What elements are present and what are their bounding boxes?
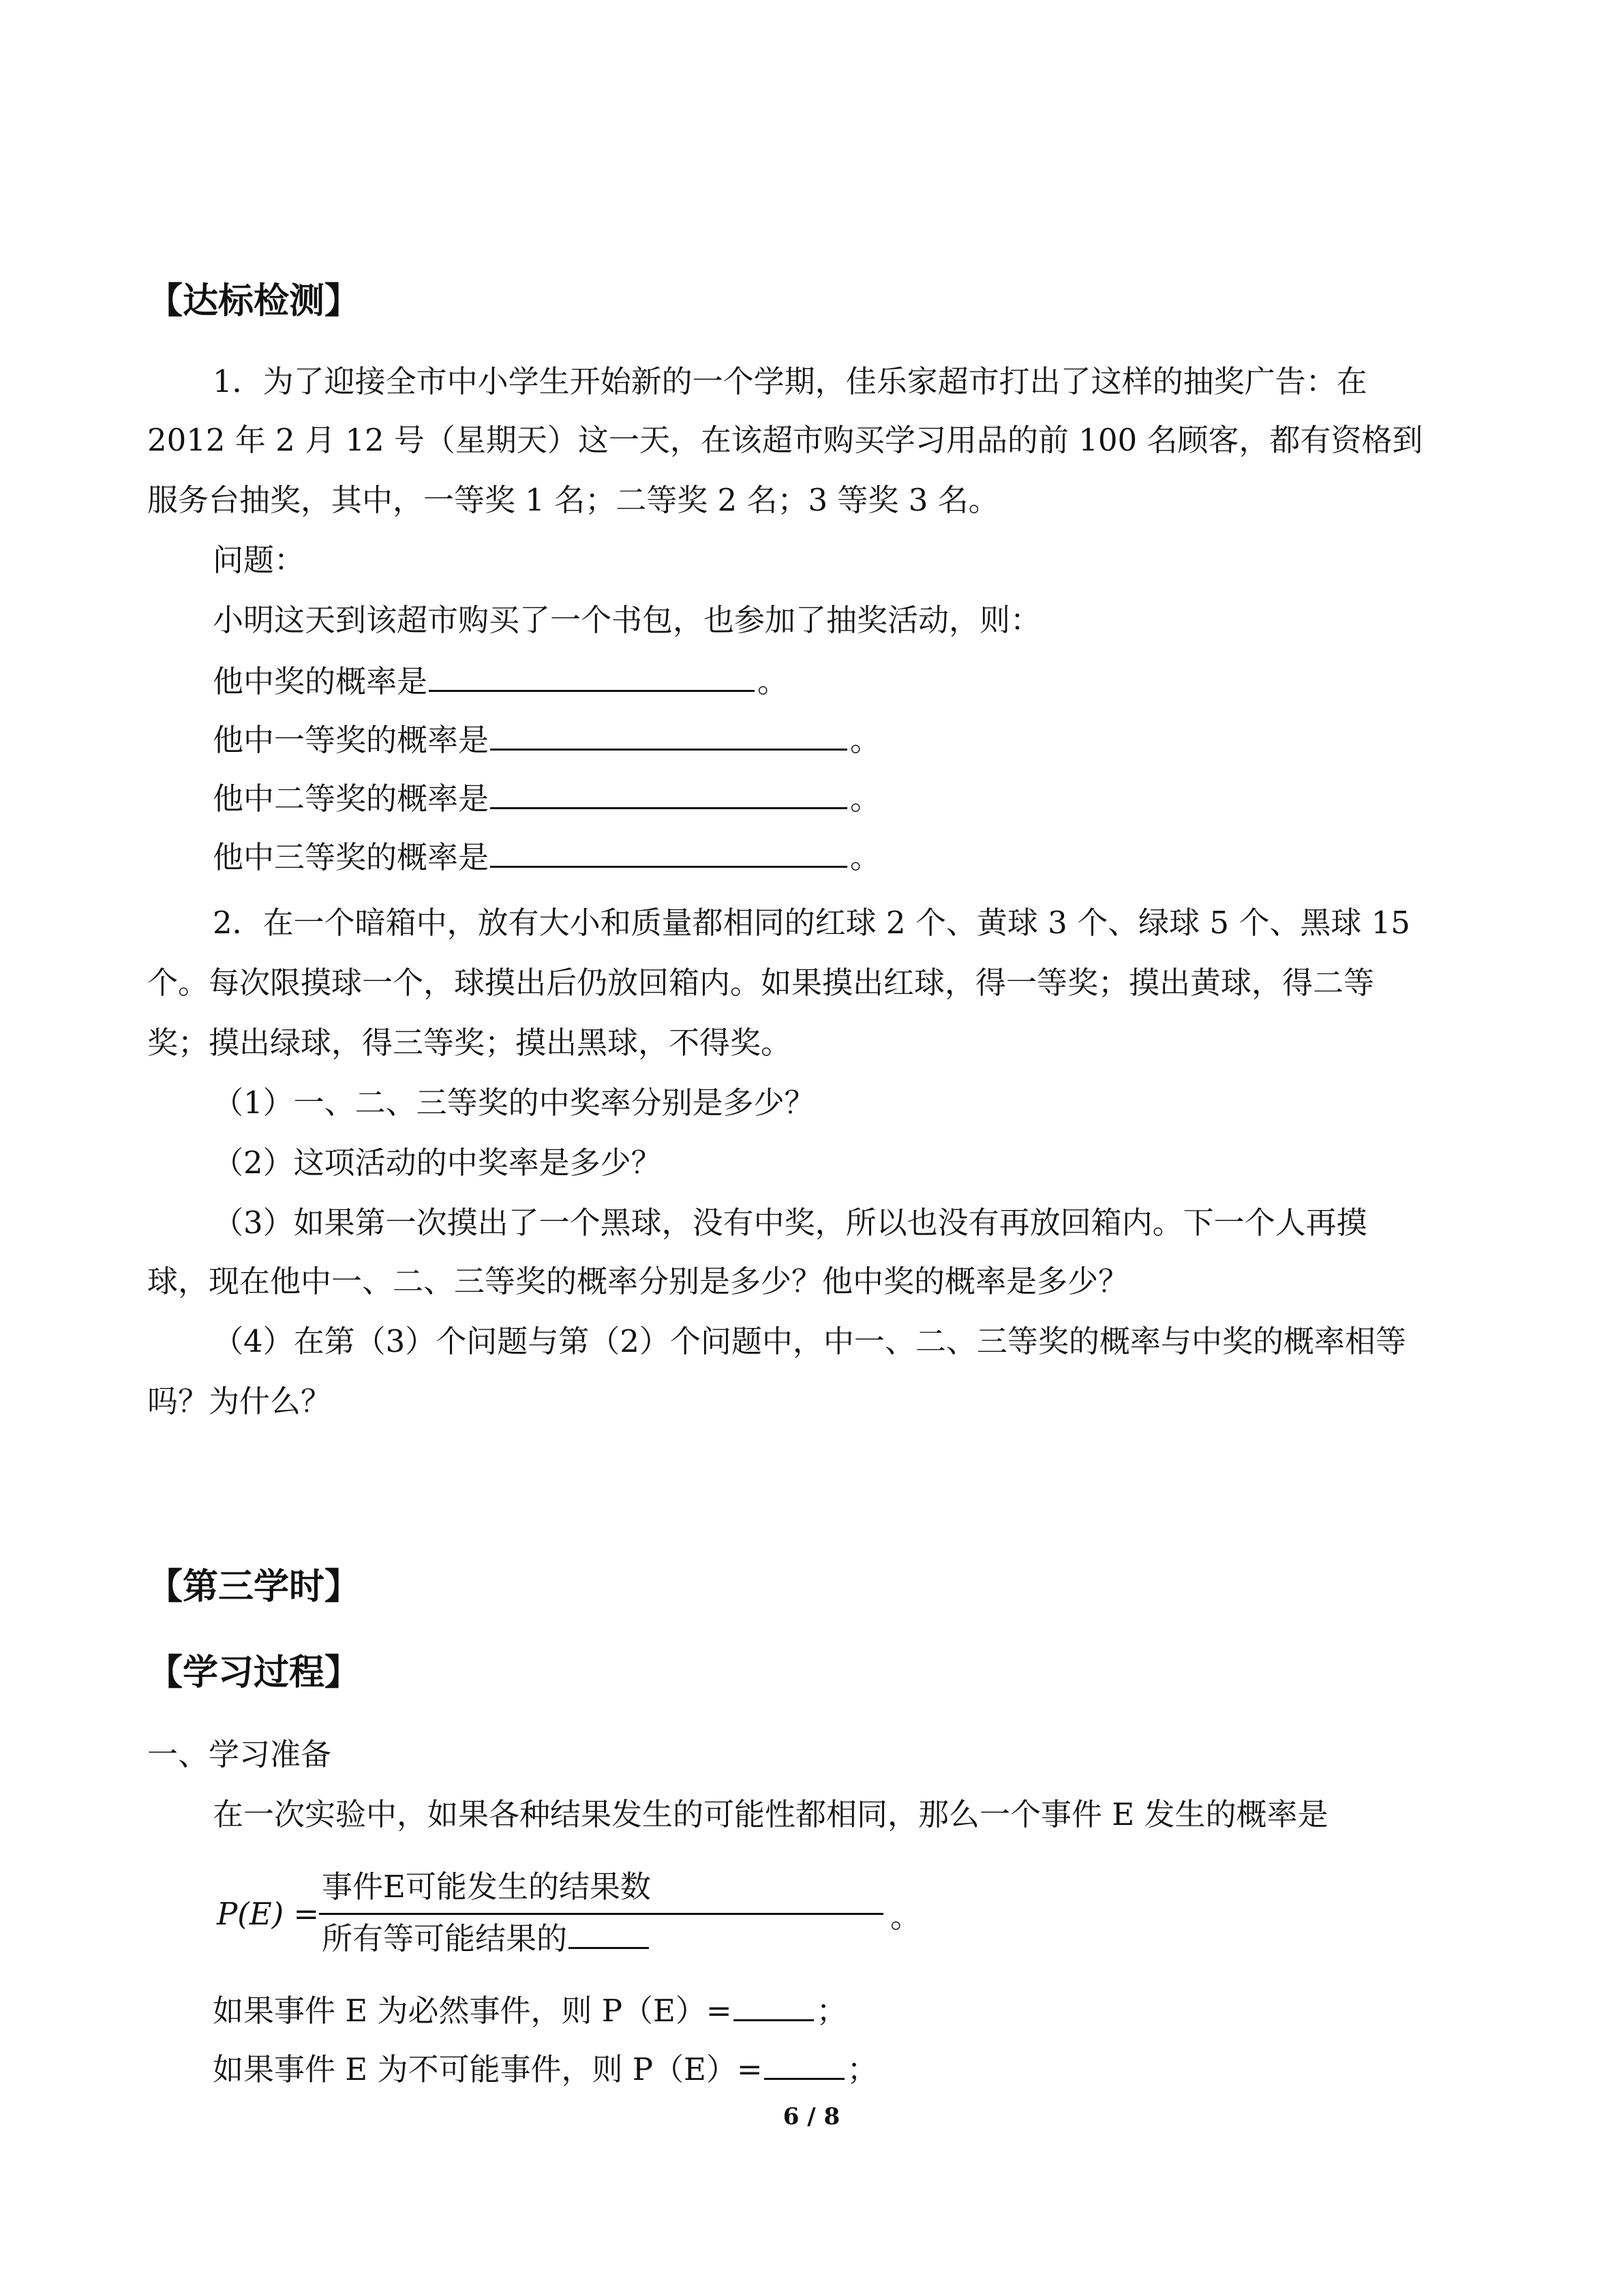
- answer-blank[interactable]: [490, 777, 847, 809]
- section-heading-third-lesson: 【第三学时】: [147, 1567, 361, 1607]
- question-text: 他中三等奖的概率是: [213, 839, 489, 875]
- question-text: 如果事件 E 为不可能事件，则 P（E）=: [213, 2051, 763, 2087]
- question-text: 如果事件 E 为必然事件，则 P（E）=: [213, 1993, 732, 2029]
- answer-blank[interactable]: [429, 660, 755, 692]
- period: 。: [850, 722, 881, 758]
- question-second-prize: [213, 777, 881, 818]
- question-text: 他中奖的概率是: [213, 663, 428, 699]
- period: 。: [757, 663, 789, 699]
- subquestion-3-line1: （3）如果第一次摸出了一个黑球，没有中奖，所以也没有再放回箱内。下一个人再摸: [213, 1205, 1367, 1241]
- prep-text: 在一次实验中，如果各种结果发生的可能性都相同，那么一个事件 E 发生的概率是: [213, 1796, 1329, 1832]
- certain-event-line: [213, 1989, 847, 2030]
- fraction-bar: [319, 1913, 883, 1915]
- period: 。: [850, 839, 881, 875]
- formula-denominator: [322, 1917, 652, 1958]
- formula-numerator: 事件E可能发生的结果数: [322, 1869, 651, 1905]
- subquestion-2: （2）这项活动的中奖率是多少？: [213, 1145, 662, 1181]
- page-number: 6 / 8: [783, 2103, 840, 2130]
- subquestion-4-line2: 吗？为什么？: [147, 1383, 332, 1419]
- semicolon: ；: [816, 1993, 847, 2029]
- formula-lhs: P(E) =: [217, 1896, 320, 1932]
- denominator-text: 所有等可能结果的: [322, 1920, 568, 1957]
- question-text: 他中二等奖的概率是: [213, 781, 489, 817]
- problem1-line1: 1．为了迎接全市中小学生开始新的一个学期，佳乐家超市打出了这样的抽奖广告：在: [213, 363, 1367, 399]
- subquestion-4-line1: （4）在第（3）个问题与第（2）个问题中，中一、二、三等奖的概率与中奖的概率相等: [213, 1323, 1406, 1359]
- answer-blank[interactable]: [764, 2048, 845, 2080]
- subquestion-1: （1）一、二、三等奖的中奖率分别是多少？: [213, 1085, 815, 1121]
- answer-blank[interactable]: [568, 1917, 649, 1949]
- period: 。: [850, 781, 881, 817]
- question-third-prize: [213, 836, 881, 877]
- problem1-line3: 服务台抽奖，其中，一等奖 1 名；二等奖 2 名；3 等奖 3 名。: [147, 482, 999, 518]
- problem2-line2: 个。每次限摸球一个，球摸出后仍放回箱内。如果摸出红球，得一等奖；摸出黄球，得二等: [147, 965, 1375, 1001]
- prep-heading: 一、学习准备: [147, 1736, 332, 1772]
- question-intro: 小明这天到该超市购买了一个书包，也参加了抽奖活动，则：: [213, 602, 1042, 638]
- period: 。: [890, 1899, 922, 1935]
- problem2-line1: 2．在一个暗箱中，放有大小和质量都相同的红球 2 个、黄球 3 个、绿球 5 个、黑球 15: [213, 905, 1410, 941]
- semicolon: ；: [847, 2051, 878, 2087]
- impossible-event-line: [213, 2048, 878, 2089]
- question-win-probability: [213, 660, 788, 701]
- section-heading-assessment: 【达标检测】: [147, 281, 361, 322]
- problem2-line3: 奖；摸出绿球，得三等奖；摸出黑球，不得奖。: [147, 1025, 792, 1061]
- answer-blank[interactable]: [490, 836, 847, 868]
- problem1-line2: 2012 年 2 月 12 号（星期天）这一天，在该超市购买学习用品的前 100 名顾客，都有资格到: [147, 422, 1423, 458]
- answer-blank[interactable]: [490, 719, 847, 751]
- answer-blank[interactable]: [733, 1989, 814, 2021]
- question-label: 问题：: [213, 542, 305, 578]
- question-text: 他中一等奖的概率是: [213, 722, 489, 758]
- section-heading-learning-process: 【学习过程】: [147, 1652, 361, 1693]
- subquestion-3-line2: 球，现在他中一、二、三等奖的概率分别是多少？他中奖的概率是多少？: [147, 1263, 1129, 1299]
- question-first-prize: [213, 719, 881, 759]
